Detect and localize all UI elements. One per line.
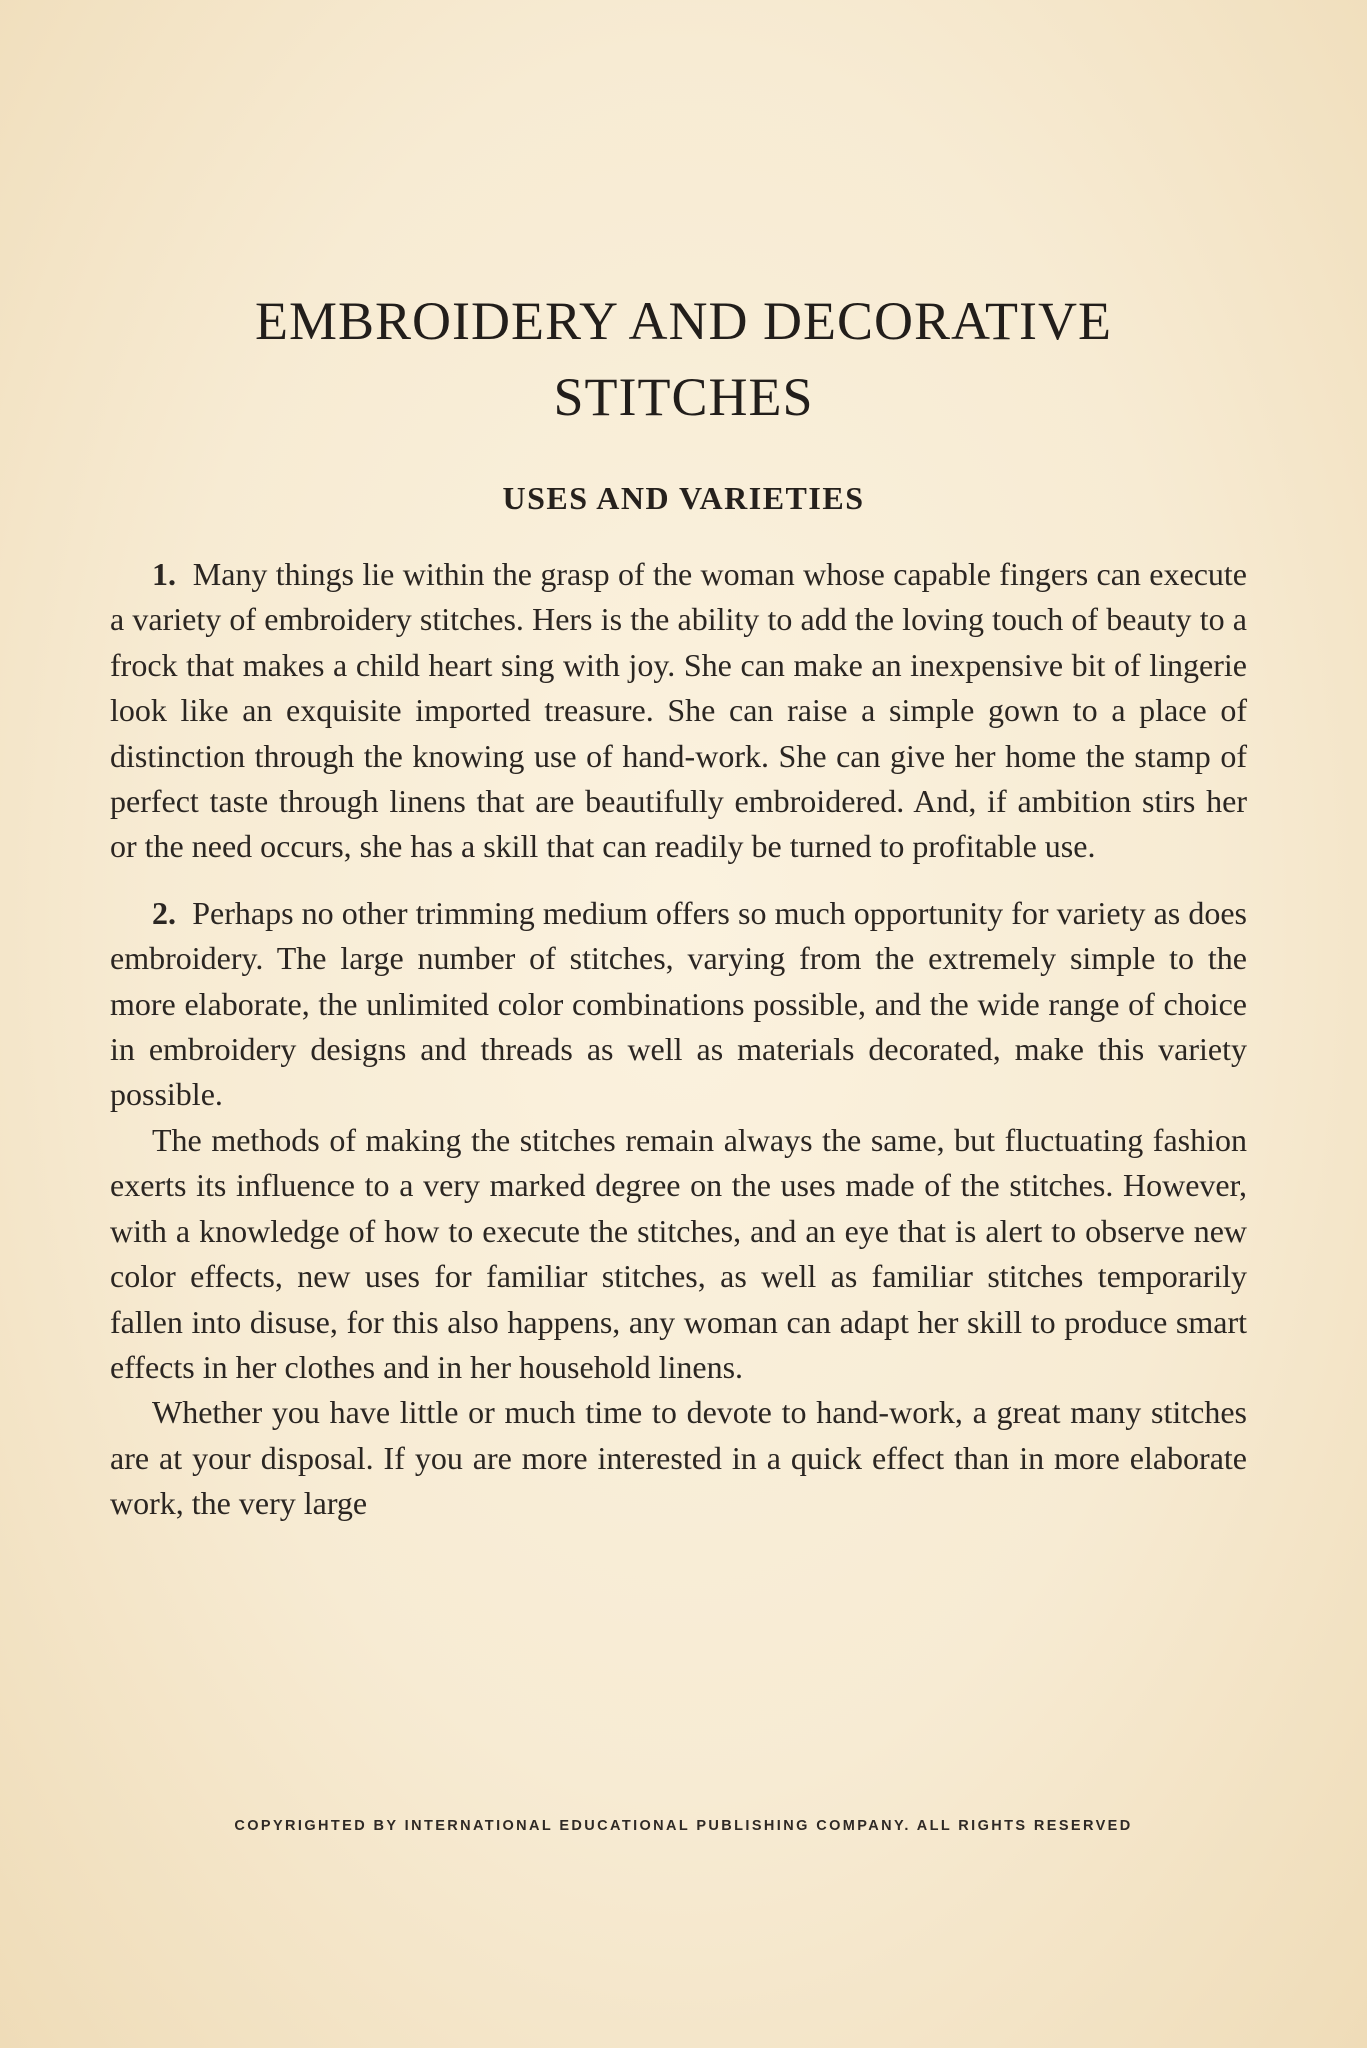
body-text — [110, 552, 1247, 1527]
paragraph-3 — [110, 1118, 1247, 1390]
title-line-2: STITCHES — [553, 367, 814, 427]
paragraph-4 — [110, 1390, 1247, 1526]
paragraph-1 — [110, 552, 1247, 870]
paragraph-text: Many things lie within the grasp of the woman whose capable fingers can execute a variety of embroidery stitches. Hers is the ability to add the loving touch of beauty to a frock that makes a child heart sing with joy. She can make an inexpensive bit of lingerie look like an exquisite imported treasure. She can raise a simple gown to a place of distinction through the knowing use of hand-work. She can give her home the stamp of perfect taste through linens that are beautifully embroidered. And, if ambition stirs her or the need occurs, she has a skill that can readily be turned to profitable use. — [110, 556, 1248, 865]
section-heading: USES AND VARIETIES — [502, 480, 865, 516]
paragraph-text: Whether you have little or much time to devote to hand-work, a great many stitches are at your disposal. If you are more interested in a quick effect than in more elaborate work, the very large — [110, 1394, 1247, 1522]
page-title — [0, 283, 1367, 435]
paragraph-number: 2. — [152, 894, 176, 931]
title-line-1: EMBROIDERY AND DECORATIVE — [254, 291, 1113, 351]
paragraph-number: 1. — [152, 556, 176, 592]
copyright-notice: COPYRIGHTED BY INTERNATIONAL EDUCATIONAL PUBLISHING COMPANY. ALL RIGHTS RESERVED — [234, 1818, 1133, 1834]
paragraph-text: The methods of making the stitches remain always the same, but fluctuating fashion exerts its influence to a very marked degree on the uses made of the stitches. However, with a knowledge of how to execute the stitches, and an eye that is alert to observe new color effects, new uses for familiar stitches, as well as familiar stitches temporarily fallen into disuse, for this also happens, any woman can adapt her skill to produce smart effects in her clothes and in her household linens. — [110, 1121, 1247, 1385]
paragraph-2 — [110, 891, 1247, 1118]
paragraph-text: Perhaps no other trimming medium offers so much opportunity for variety as does embroidery. The large number of stitches, varying from the extremely simple to the more elaborate, the unlimited color combinations possible, and the wide range of choice in embroidery designs and threads as well as materials decorated, make this variety possible. — [110, 894, 1248, 1113]
